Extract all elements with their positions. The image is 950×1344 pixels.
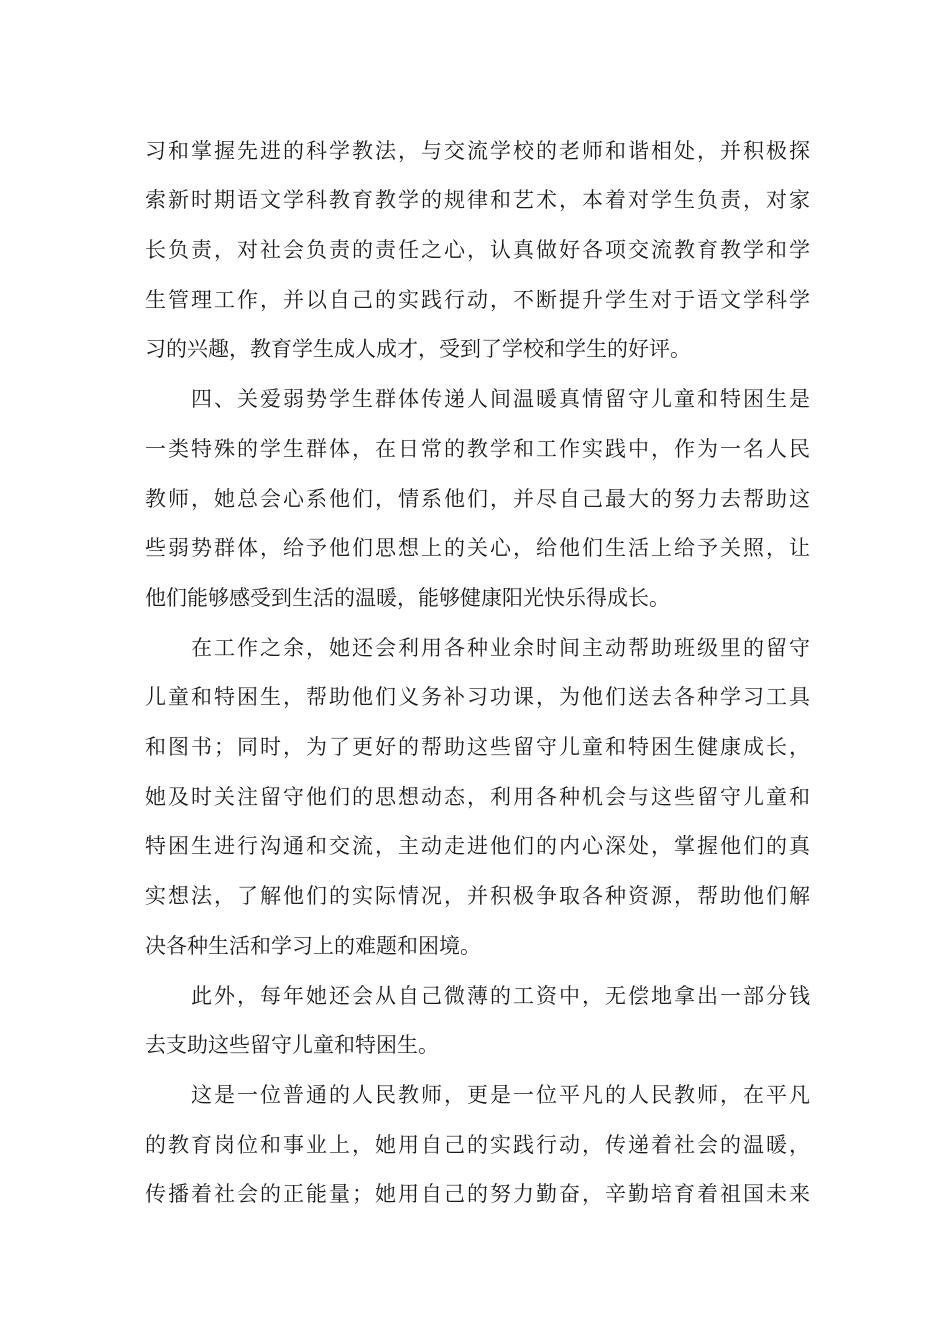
text-line: 去支助这些留守儿童和特困生。 xyxy=(145,1033,439,1057)
text-line: 的教育岗位和事业上，她用自己的实践行动，传递着社会的温暖， xyxy=(145,1133,810,1157)
text-line: 这是一位普通的人民教师，更是一位平凡的人民教师，在平凡 xyxy=(191,1083,810,1107)
text-line: 此外，每年她还会从自己微薄的工资中，无偿地拿出一部分钱 xyxy=(191,984,810,1008)
text-line: 索新时期语文学科教育教学的规律和艺术，本着对学生负责，对家 xyxy=(145,188,810,212)
text-line: 长负责，对社会负责的责任之心，认真做好各项交流教育教学和学 xyxy=(145,238,810,262)
text-line: 儿童和特困生，帮助他们义务补习功课，为他们送去各种学习工具 xyxy=(145,685,810,709)
text-line: 特困生进行沟通和交流，主动走进他们的内心深处，掌握他们的真 xyxy=(145,834,810,858)
text-line: 和图书；同时，为了更好的帮助这些留守儿童和特困生健康成长， xyxy=(145,735,810,759)
text-line: 些弱势群体，给予他们思想上的关心，给他们生活上给予关照，让 xyxy=(145,536,810,560)
text-line: 习的兴趣，教育学生成人成才，受到了学校和学生的好评。 xyxy=(145,337,691,361)
text-line: 教师，她总会心系他们，情系他们，并尽自己最大的努力去帮助这 xyxy=(145,487,810,511)
text-line: 生管理工作，并以自己的实践行动，不断提升学生对于语文学科学 xyxy=(145,288,810,312)
text-line: 一类特殊的学生群体，在日常的教学和工作实践中，作为一名人民 xyxy=(145,437,810,461)
text-line: 决各种生活和学习上的难题和困境。 xyxy=(145,934,481,958)
text-line: 他们能够感受到生活的温暖，能够健康阳光快乐得成长。 xyxy=(145,586,670,610)
text-line: 实想法，了解他们的实际情况，并积极争取各种资源，帮助他们解 xyxy=(145,884,810,908)
text-line: 她及时关注留守他们的思想动态，利用各种机会与这些留守儿童和 xyxy=(145,785,810,809)
text-line: 习和掌握先进的科学教法，与交流学校的老师和谐相处，并积极探 xyxy=(145,139,810,163)
text-line: 传播着社会的正能量；她用自己的努力勤奋，辛勤培育着祖国未来 xyxy=(145,1182,810,1206)
text-line: 四、关爱弱势学生群体传递人间温暖真情留守儿童和特困生是 xyxy=(191,387,810,411)
text-line: 在工作之余，她还会利用各种业余时间主动帮助班级里的留守 xyxy=(191,636,810,660)
